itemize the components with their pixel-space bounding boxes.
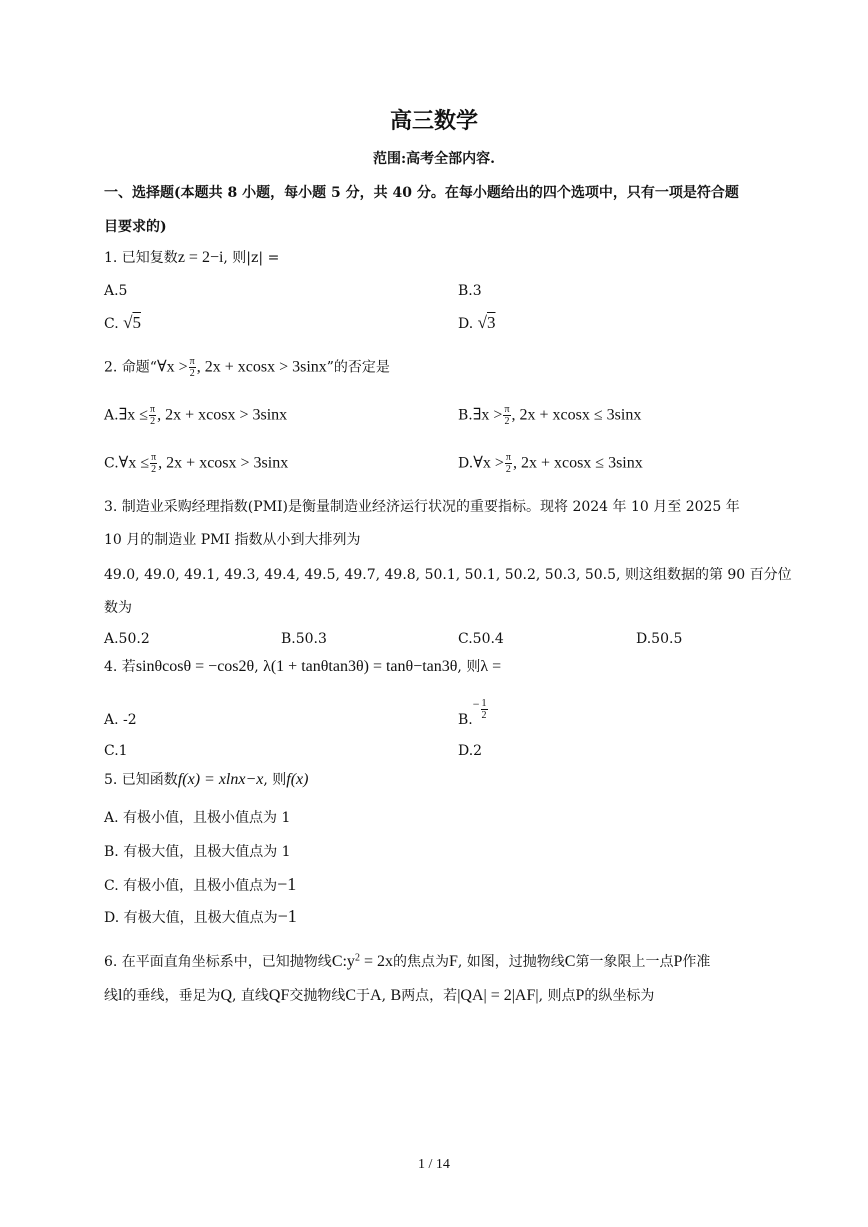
q1-option-d-label: D.: [458, 316, 474, 332]
q6-text: , 则点: [538, 988, 576, 1004]
q6-math: P: [673, 953, 683, 970]
q6-line2: [104, 985, 654, 1005]
q6-math: C: [345, 987, 357, 1004]
q1-option-d-value: 3: [486, 313, 496, 332]
q2-option-c-fraction: $\frac{\pi}{2}$: [151, 452, 157, 475]
q3-option-a: A.50.2: [104, 631, 150, 647]
q2-prefix: 2. 命题“: [104, 359, 157, 376]
q2-option-a-math-b: , 2x + xcosx > 3sinx: [157, 406, 288, 424]
section-heading-line2: 目要求的): [104, 219, 167, 235]
q6-math: QF: [268, 987, 290, 1004]
q4-prefix: 4. 若: [104, 659, 136, 675]
q6-line1: [104, 951, 710, 971]
q1-math: z = 2−i: [177, 249, 224, 266]
q5-option-c-text: C. 有极小值，且极小值点为: [104, 878, 278, 894]
question-2: [104, 356, 390, 379]
q4-option-b-label: B.: [458, 712, 473, 728]
q2-option-a-fraction: $\frac{\pi}{2}$: [150, 404, 156, 427]
q4-math-2: λ(1 + tanθtan3θ) = tanθ−tan3θ: [263, 658, 458, 675]
q4-separator: ,: [254, 659, 264, 675]
q6-text: 6. 在平面直角坐标系中，已知抛物线: [104, 954, 332, 970]
q6-math: P: [575, 987, 585, 1004]
q1-option-b: B.3: [458, 283, 482, 299]
q2-option-c-math-b: , 2x + xcosx > 3sinx: [158, 454, 289, 472]
q6-text: ,: [381, 988, 391, 1004]
sqrt-symbol: √5: [123, 313, 141, 332]
q4-option-a: A. -2: [104, 712, 137, 728]
q1-suffix: , 则|z| =: [223, 250, 280, 266]
q6-math: F: [448, 953, 458, 970]
q5-math-2: f(x): [286, 771, 309, 788]
q2-option-c-math-a: ∀x ≤: [118, 454, 150, 472]
q3-line4: 数为: [104, 600, 132, 616]
page-number: 1 / 14: [418, 1157, 450, 1172]
q6-math: l: [118, 987, 123, 1004]
question-4: [104, 656, 501, 676]
q5-math: f(x) = xlnx−x: [177, 771, 264, 788]
q3-line1: 3. 制造业采购经理指数(PMI)是衡量制造业经济运行状况的重要指标。现将 2024 年 10 月至 2025 年: [104, 499, 740, 515]
q6-math: |QA| = 2|AF|: [457, 987, 539, 1004]
page-subtitle: 范围:高考全部内容.: [372, 151, 496, 167]
q2-option-a: [104, 404, 287, 427]
q4-suffix: , 则: [457, 659, 481, 675]
q2-option-b: [458, 404, 641, 427]
q3-option-b: B.50.3: [281, 631, 327, 647]
q4-option-c: C.1: [104, 743, 128, 759]
q2-fraction: $\frac{\pi}{2}$: [189, 356, 195, 379]
q6-math: B: [390, 987, 402, 1004]
q5-option-c: [104, 874, 296, 895]
q4-option-b-fraction: $\frac{1}{2}$: [481, 698, 487, 721]
q3-option-c: C.50.4: [458, 631, 504, 647]
q3-option-d: D.50.5: [636, 631, 683, 647]
question-5: [104, 769, 308, 789]
q6-math: C:y: [331, 953, 355, 970]
sqrt-symbol: √3: [477, 313, 496, 332]
page-title: 高三数学: [389, 108, 478, 134]
q4-math-1: sinθcosθ = −cos2θ: [135, 658, 255, 675]
q2-math-a: ∀x >: [156, 358, 188, 376]
q2-option-b-fraction: $\frac{\pi}{2}$: [504, 404, 510, 427]
q5-option-d: [104, 906, 297, 927]
q2-option-d-fraction: $\frac{\pi}{2}$: [505, 452, 511, 475]
q2-math-b: , 2x + xcosx > 3sinx: [196, 358, 327, 376]
q2-option-b-math-b: , 2x + xcosx ≤ 3sinx: [511, 406, 642, 424]
q1-prefix: 1. 已知复数: [104, 250, 178, 266]
q2-option-a-label: A.: [104, 407, 119, 424]
q6-text: , 直线: [232, 988, 269, 1004]
q1-option-c-value: 5: [132, 313, 141, 332]
q2-option-d-math-b: , 2x + xcosx ≤ 3sinx: [512, 454, 643, 472]
q2-option-d-label: D.: [458, 455, 474, 472]
q3-line3: 49.0, 49.0, 49.1, 49.3, 49.4, 49.5, 49.7, 49.8, 50.1, 50.1, 50.2, 50.3, 50.5, 则这组数据的第 90 百分位: [104, 567, 792, 583]
q6-math: A: [370, 987, 382, 1004]
q4-option-b: [458, 697, 489, 728]
q2-option-d: [458, 452, 643, 475]
q2-option-b-math-a: ∃x >: [472, 406, 503, 424]
q4-option-b-sign: −: [472, 697, 480, 711]
q6-superscript: 2: [354, 952, 360, 964]
q6-text: 的纵坐标为: [584, 988, 655, 1004]
q6-math: = 2x: [359, 953, 393, 970]
q1-option-d: [458, 313, 495, 333]
q6-text: 的垂线，垂足为: [122, 988, 221, 1004]
q5-option-c-math: −1: [277, 874, 297, 894]
q2-option-c: [104, 452, 288, 475]
q2-option-d-math-a: ∀x >: [473, 454, 504, 472]
q4-math-3: λ =: [480, 658, 502, 675]
q2-option-b-label: B.: [458, 407, 473, 424]
question-1: [104, 247, 279, 267]
q5-option-a: A. 有极小值，且极小值点为 1: [104, 810, 291, 826]
q6-text: 交抛物线: [289, 988, 346, 1004]
q6-text: 线: [104, 988, 118, 1004]
q5-prefix: 5. 已知函数: [104, 772, 178, 788]
q6-math: C: [564, 953, 576, 970]
section-heading-line1: 一、选择题(本题共 8 小题，每小题 5 分，共 40 分。在每小题给出的四个选项中，只有一项是符合题: [104, 185, 739, 201]
q6-math: Q: [220, 987, 233, 1004]
q6-text: , 如图，过抛物线: [457, 954, 565, 970]
q5-option-d-math: −1: [277, 906, 297, 926]
q1-option-c: [104, 313, 141, 333]
q1-option-a: A.5: [104, 283, 128, 299]
q6-text: 第一象限上一点: [575, 954, 674, 970]
q5-option-d-text: D. 有极大值，且极大值点为: [104, 910, 278, 926]
q2-option-a-math-a: ∃x ≤: [118, 406, 149, 424]
q3-line2: 10 月的制造业 PMI 指数从小到大排列为: [104, 532, 361, 548]
q1-option-c-label: C.: [104, 316, 119, 332]
q6-text: 的焦点为: [392, 954, 449, 970]
q6-text: 两点，若: [401, 988, 458, 1004]
q4-option-d: D.2: [458, 743, 483, 759]
q6-text: 作准: [682, 954, 711, 970]
q2-suffix: ”的否定是: [326, 359, 390, 376]
q5-suffix: , 则: [263, 772, 287, 788]
q2-option-c-label: C.: [104, 455, 119, 472]
q6-text: 于: [356, 988, 371, 1004]
q5-option-b: B. 有极大值，且极大值点为 1: [104, 844, 291, 860]
